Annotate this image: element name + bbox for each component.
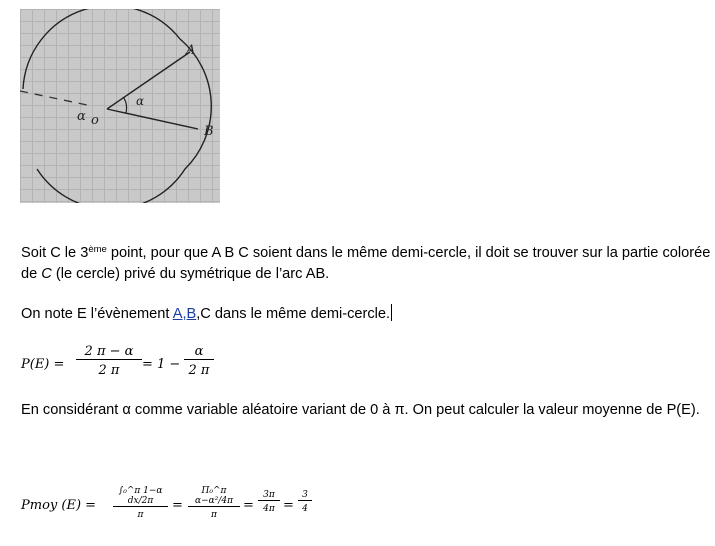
fraction-integral: $\frac{\text{∫₀\textasciicircum{}π 1−α dx/2π}}{\pi}$ xyxy=(113,486,168,520)
fraction-product: $\frac{\text{Π₀\textasciicircum{}π α−α²/4π}}{\pi}$ xyxy=(188,486,240,520)
label-a: A xyxy=(186,43,196,58)
circle-photo xyxy=(20,9,220,203)
fraction-3-4: $\frac{3}{4}$ xyxy=(298,490,312,514)
fraction-1: $\frac{2 \pi - \alpha}{2 \pi}$ xyxy=(76,344,142,378)
label-alpha-o: α xyxy=(77,109,86,124)
radius-ob xyxy=(107,109,198,129)
paragraph-third-point: Soit C le 3ème point, pour que A B C soient dans le même demi-cercle, il doit se trouver sur la partie colorée de C (le cercle) privé du symétrique de l’arc AB. xyxy=(21,244,711,282)
fraction-2: $\frac{\alpha}{2 \pi}$ xyxy=(184,344,214,378)
circle-arc xyxy=(23,9,211,203)
label-o: o xyxy=(91,113,99,128)
angle-arc xyxy=(123,97,127,113)
ab-underlined: A,B xyxy=(172,306,197,322)
fraction-3pi-4pi: $\frac{3\pi}{4\pi}$ xyxy=(258,490,280,514)
paragraph-event-e: On note E l’évènement A,B,C dans le même demi-cercle. xyxy=(21,306,391,322)
text-cursor xyxy=(391,304,392,321)
label-alpha: α xyxy=(136,94,145,108)
paragraph-mean-value: En considérant α comme variable aléatoire variant de 0 à π. On peut calculer la valeur moyenne de P(E). xyxy=(21,402,700,418)
label-b: B xyxy=(204,124,214,139)
dashed-symmetric-line xyxy=(20,91,92,106)
radius-oa xyxy=(107,52,190,109)
